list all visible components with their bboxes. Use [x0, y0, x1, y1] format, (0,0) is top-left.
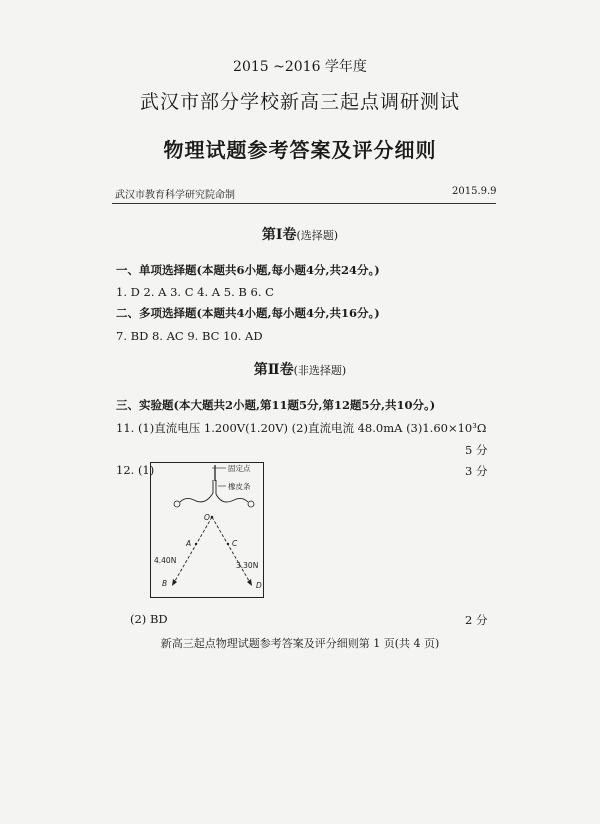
arrowhead-d	[247, 579, 252, 586]
document-title: 物理试题参考答案及评分细则	[163, 138, 437, 162]
force-left-label: 4.40N	[154, 556, 177, 565]
volume-1-label: 第Ⅰ卷	[261, 227, 297, 243]
issuer: 武汉市教育科学研究院命制	[115, 190, 235, 201]
header-divider	[112, 203, 496, 204]
volume-2-title	[0, 359, 600, 379]
point-c-dot	[227, 543, 229, 545]
ring-right	[248, 501, 254, 507]
point-o-label: O	[204, 513, 210, 522]
volume-2-label: 第Ⅱ卷	[253, 362, 294, 378]
force-diagram	[150, 462, 264, 598]
question-11-answer: 11. (1)直流电压 1.200V(1.20V) (2)直流电流 48.0mA (3)1.60×10³Ω	[116, 421, 487, 435]
exam-title: 武汉市部分学校新高三起点调研测试	[139, 91, 460, 113]
question-12-label: 12. (1)	[116, 463, 155, 477]
question-12-part-2-score: 2 分	[465, 613, 488, 627]
fixed-point-label: 固定点	[228, 464, 251, 473]
force-line-ob	[172, 517, 212, 586]
school-year: 2015 ~2016 学年度	[233, 59, 367, 75]
section-1-answers: 1. D 2. A 3. C 4. A 5. B 6. C	[116, 285, 274, 299]
rubber-band-left	[180, 493, 213, 502]
question-12-part-2-answer: (2) BD	[130, 612, 168, 626]
point-a-label: A	[186, 539, 192, 548]
question-11-score: 5 分	[465, 443, 488, 457]
section-2-heading: 二、多项选择题(本题共4小题,每小题4分,共16分。)	[116, 306, 380, 320]
point-c-label: C	[232, 539, 238, 548]
force-right-label: 3.30N	[236, 561, 259, 570]
point-d-label: D	[256, 581, 262, 590]
point-o-dot	[211, 516, 214, 519]
point-b-label: B	[162, 579, 168, 588]
question-12-score: 3 分	[465, 464, 488, 478]
volume-2-note: (非选择题)	[293, 364, 347, 377]
section-1-heading: 一、单项选择题(本题共6小题,每小题4分,共24分。)	[116, 263, 380, 277]
point-a-dot	[195, 543, 197, 545]
arrowhead-b	[172, 579, 177, 586]
page-footer: 新高三起点物理试题参考答案及评分细则第 1 页(共 4 页)	[160, 637, 440, 650]
volume-1-note: (选择题)	[296, 229, 339, 242]
issue-date: 2015.9.9	[452, 186, 497, 197]
section-2-answers: 7. BD 8. AC 9. BC 10. AD	[116, 329, 263, 343]
rubber-band-label: 橡皮条	[228, 482, 251, 491]
section-3-heading: 三、实验题(本大题共2小题,第11题5分,第12题5分,共10分。)	[116, 398, 436, 412]
volume-1-title	[0, 224, 600, 244]
force-line-od	[212, 517, 252, 586]
ring-left	[174, 501, 180, 507]
